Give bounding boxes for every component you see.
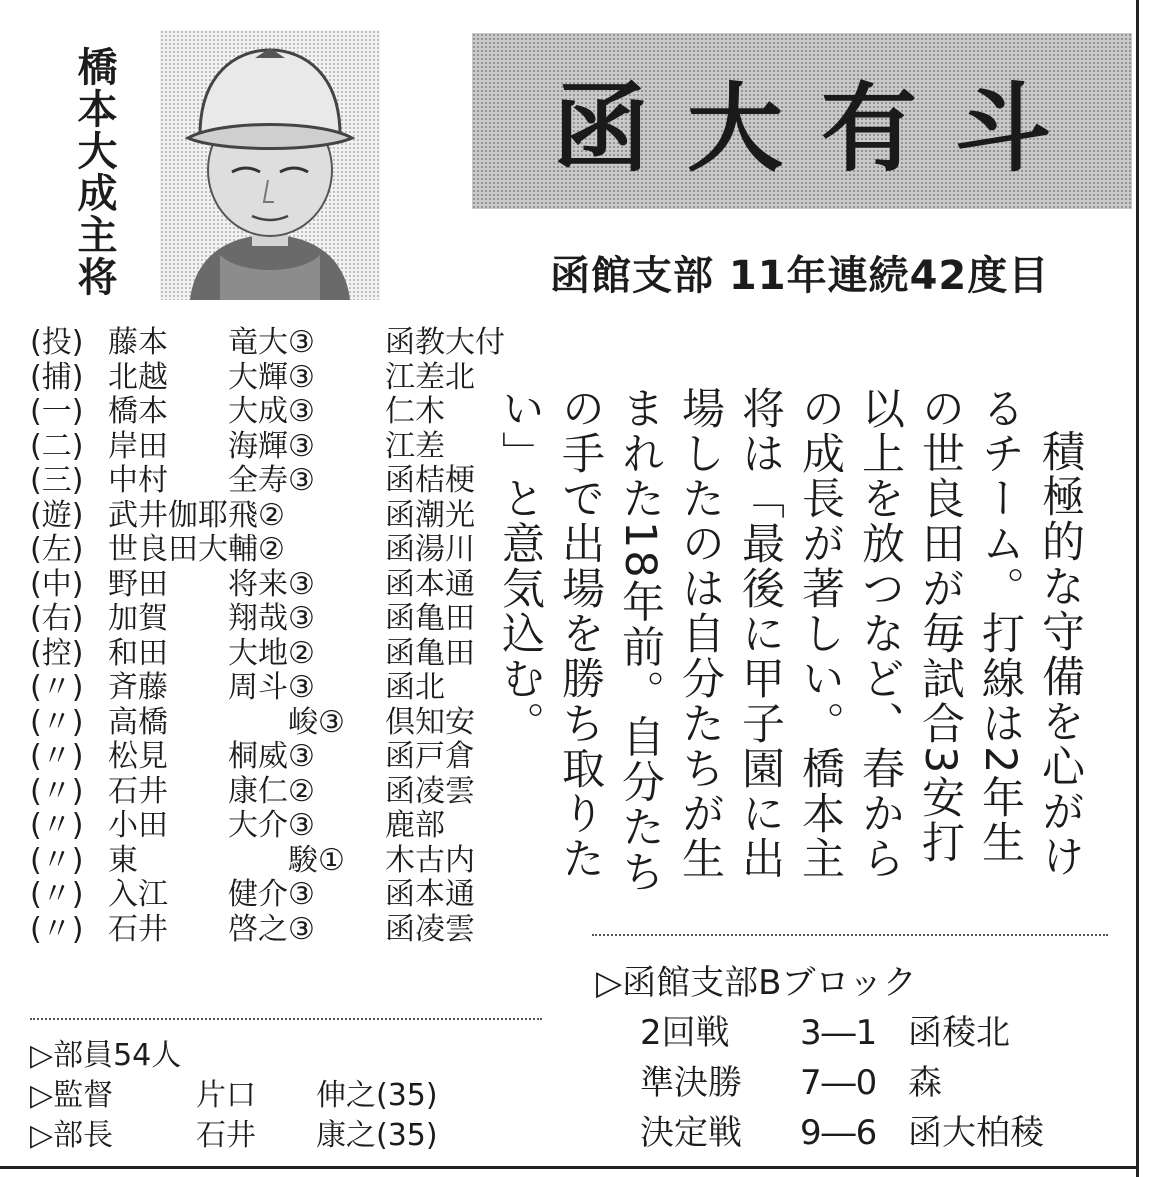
result-score: 9―6 <box>800 1113 878 1153</box>
roster-school: 江差 <box>385 428 445 464</box>
roster-position: (二) <box>30 428 84 464</box>
roster-position: (〃) <box>30 704 84 740</box>
article-body <box>495 386 1090 906</box>
roster-school: 函北 <box>385 670 445 705</box>
roster-name: 橋本 大成③ <box>108 394 315 429</box>
result-opponent: 森 <box>908 1063 942 1103</box>
roster-school: 函戸倉 <box>385 739 475 774</box>
result-round: 決定戦 <box>640 1113 742 1153</box>
bottom-border <box>0 1166 1139 1169</box>
roster-name: 石井 啓之③ <box>108 911 315 947</box>
roster-name: 北越 大輝③ <box>108 359 315 395</box>
roster-school: 仁木 <box>385 394 445 429</box>
roster-name: 藤本 竜大③ <box>108 325 315 360</box>
roster-school: 函亀田 <box>385 601 475 636</box>
roster-name: 入江 健介③ <box>108 877 315 912</box>
roster-row <box>30 326 550 361</box>
roster-position: (一) <box>30 394 84 429</box>
roster-row <box>30 499 550 534</box>
roster-position: (〃) <box>30 877 84 912</box>
roster-school: 函潮光 <box>385 497 475 533</box>
roster-position: (〃) <box>30 842 84 878</box>
roster-school: 木古内 <box>385 842 475 878</box>
roster-position: (控) <box>30 635 84 671</box>
roster-row <box>30 671 550 706</box>
subtitle: 函館支部 11年連続42度目 <box>550 253 1050 299</box>
roster-row <box>30 637 550 672</box>
result-score: 7―0 <box>800 1063 878 1103</box>
roster-name: 和田 大地② <box>108 635 315 671</box>
roster-row <box>30 878 550 913</box>
roster-row <box>30 430 550 465</box>
roster-school: 江差北 <box>385 359 475 395</box>
results-header: ▷函館支部Bブロック <box>596 963 917 1003</box>
roster-position: (投) <box>30 325 84 360</box>
results-divider <box>592 934 1108 936</box>
roster-school: 函本通 <box>385 877 475 912</box>
roster-school: 倶知安 <box>385 704 475 740</box>
roster-name: 武井伽耶飛② <box>108 497 285 533</box>
article-text: 積極的な守備を心がけるチーム。打線は2年生の世良田が毎試合3安打以上を放つなど、春からの成長が著しい。橋本主将は「最後に甲子園に出場したのは自分たちが生まれた18年前。自分たちの手で出場を勝ち取りたい」と意気込む。 <box>495 386 1085 895</box>
roster-name: 野田 将来③ <box>108 566 315 602</box>
roster-school: 函亀田 <box>385 635 475 671</box>
staff-label: ▷監督 <box>30 1078 114 1113</box>
roster-position: (〃) <box>30 911 84 947</box>
roster-row <box>30 740 550 775</box>
roster-position: (〃) <box>30 739 84 774</box>
roster-name: 高橋 峻③ <box>108 704 345 740</box>
roster-name: 世良田大輔② <box>108 532 285 567</box>
roster-position: (遊) <box>30 497 84 533</box>
roster-name: 斉藤 周斗③ <box>108 670 315 705</box>
roster-row <box>30 602 550 637</box>
roster-position: (〃) <box>30 670 84 705</box>
roster-position: (三) <box>30 463 84 498</box>
school-title-box <box>472 33 1132 209</box>
roster-row <box>30 361 550 396</box>
roster-row <box>30 913 550 948</box>
roster-school: 函桔梗 <box>385 463 475 498</box>
roster-position: (左) <box>30 532 84 567</box>
roster-name: 東 駿① <box>108 842 345 878</box>
roster-school: 函本通 <box>385 566 475 602</box>
roster-position: (〃) <box>30 773 84 809</box>
roster-row <box>30 844 550 879</box>
roster-name: 岸田 海輝③ <box>108 428 315 464</box>
roster-school: 鹿部 <box>385 808 445 843</box>
result-score: 3―1 <box>800 1013 878 1053</box>
roster-school: 函凌雲 <box>385 773 475 809</box>
roster-divider <box>30 1018 542 1020</box>
captain-photo <box>160 30 380 300</box>
staff-label: ▷部員54人 <box>30 1038 182 1073</box>
roster-school: 函教大付 <box>385 325 505 360</box>
roster-row <box>30 395 550 430</box>
captain-label: 橋本大成主将 <box>71 46 117 298</box>
roster-row <box>30 706 550 741</box>
roster-position: (右) <box>30 601 84 636</box>
roster-row <box>30 775 550 810</box>
roster-position: (捕) <box>30 359 84 395</box>
roster-position: (中) <box>30 566 84 602</box>
right-border <box>1136 0 1139 1177</box>
roster-name: 加賀 翔哉③ <box>108 601 315 636</box>
roster-row <box>30 533 550 568</box>
roster-row <box>30 809 550 844</box>
result-opponent: 函大柏稜 <box>908 1113 1044 1153</box>
roster-school: 函凌雲 <box>385 911 475 947</box>
roster-row <box>30 464 550 499</box>
roster-name: 中村 全寿③ <box>108 463 315 498</box>
result-round: 2回戦 <box>640 1013 730 1053</box>
roster-name: 小田 大介③ <box>108 808 315 843</box>
result-opponent: 函稜北 <box>908 1013 1010 1053</box>
staff-value: 片口 伸之(35) <box>196 1078 438 1113</box>
roster-list <box>30 326 550 947</box>
roster-name: 石井 康仁② <box>108 773 315 809</box>
result-round: 準決勝 <box>640 1063 742 1103</box>
school-title: 函大有斗 <box>553 71 1089 185</box>
roster-school: 函湯川 <box>385 532 475 567</box>
staff-value: 石井 康之(35) <box>196 1118 438 1153</box>
roster-position: (〃) <box>30 808 84 843</box>
roster-row <box>30 568 550 603</box>
staff-label: ▷部長 <box>30 1118 114 1153</box>
roster-name: 松見 桐威③ <box>108 739 315 774</box>
